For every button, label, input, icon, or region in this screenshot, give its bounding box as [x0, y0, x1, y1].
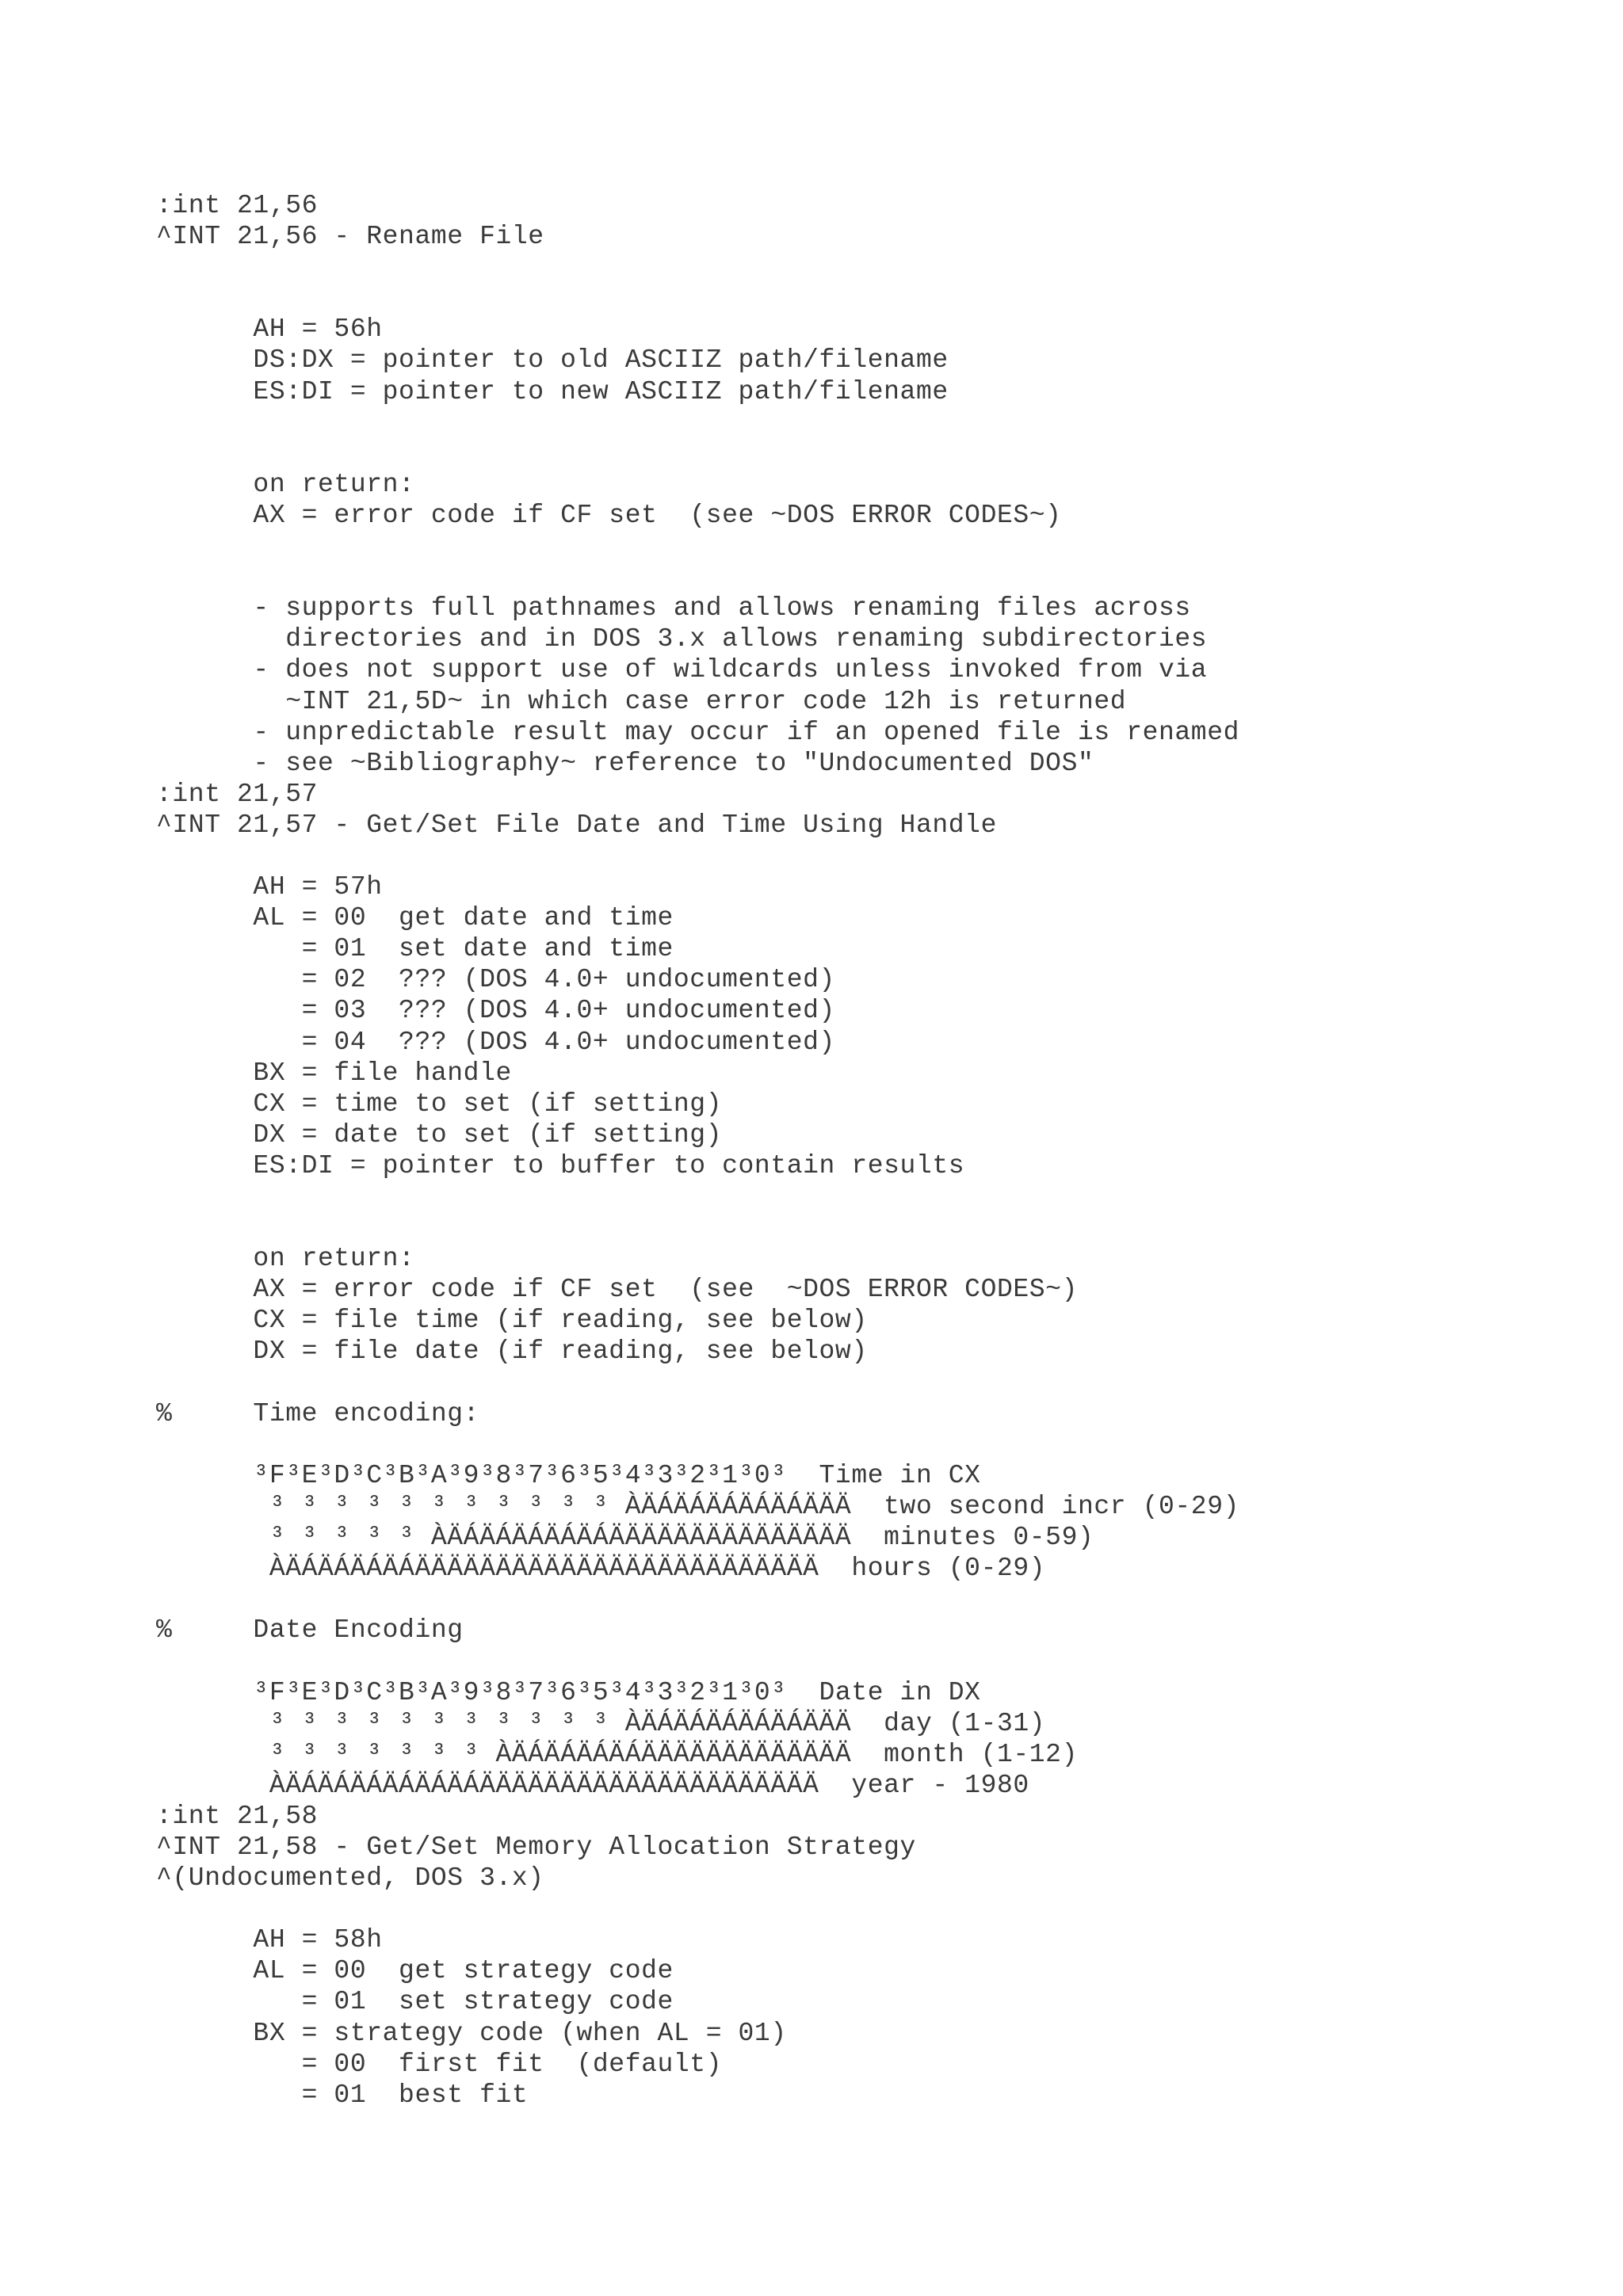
note-line: ~INT 21,5D~ in which case error code 12h is returned: [156, 686, 1127, 716]
return-line: CX = file time (if reading, see below): [156, 1306, 868, 1336]
register-line: AH = 57h: [156, 872, 383, 902]
blank-line: [156, 841, 1598, 871]
register-line: DS:DX = pointer to old ASCIIZ path/filename: [156, 345, 949, 376]
date-bit-diagram: ³ ³ ³ ³ ³ ³ ³ ÀÄÁÄÁÄÁÄÁÄÄÄÄÄÄÄÄÄÄÄÄÄ month (1-12): [156, 1739, 1078, 1769]
register-line: AH = 58h: [156, 1925, 383, 1955]
blank-line: [156, 283, 1598, 314]
heading-memory-allocation: ^INT 21,58 - Get/Set Memory Allocation Strategy: [156, 1832, 916, 1862]
note-line: - unpredictable result may occur if an opened file is renamed: [156, 717, 1240, 747]
time-encoding-heading: % Time encoding:: [156, 1398, 480, 1428]
time-bit-diagram: ÀÄÁÄÁÄÁÄÁÄÄÄÄÄÄÄÄÄÄÄÄÄÄÄÄÄÄÄÄÄÄÄÄÄ hours (0-29): [156, 1554, 1046, 1584]
document-body: [156, 190, 1598, 2111]
blank-line: [156, 252, 1598, 283]
return-line: DX = file date (if reading, see below): [156, 1337, 868, 1367]
blank-line: [156, 438, 1598, 469]
register-line: = 04 ??? (DOS 4.0+ undocumented): [156, 1027, 835, 1057]
time-bit-diagram: ³ ³ ³ ³ ³ ³ ³ ³ ³ ³ ³ ÀÄÁÄÁÄÁÄÁÄÁÄÄÄ two second incr (0-29): [156, 1491, 1240, 1521]
note-line: - does not support use of wildcards unless invoked from via: [156, 655, 1208, 685]
register-line: CX = time to set (if setting): [156, 1089, 723, 1119]
time-bit-diagram: ³F³E³D³C³B³A³9³8³7³6³5³4³3³2³1³0³ Time in CX: [156, 1460, 981, 1490]
blank-line: [156, 1212, 1598, 1243]
register-line: = 00 first fit (default): [156, 2049, 723, 2079]
blank-line: [156, 562, 1598, 593]
register-line: ES:DI = pointer to buffer to contain results: [156, 1150, 965, 1180]
return-label: on return:: [156, 469, 415, 499]
blank-line: [156, 1429, 1598, 1460]
register-line: = 01 set date and time: [156, 934, 674, 964]
date-encoding-heading: % Date Encoding: [156, 1615, 464, 1646]
time-bit-diagram: ³ ³ ³ ³ ³ ÀÄÁÄÁÄÁÄÁÄÁÄÄÄÄÄÄÄÄÄÄÄÄÄÄÄ minutes 0-59): [156, 1523, 1094, 1553]
heading-file-date-time: ^INT 21,57 - Get/Set File Date and Time Using Handle: [156, 810, 997, 840]
register-line: BX = strategy code (when AL = 01): [156, 2018, 787, 2048]
register-line: = 02 ??? (DOS 4.0+ undocumented): [156, 965, 835, 995]
blank-line: [156, 531, 1598, 562]
return-label: on return:: [156, 1244, 415, 1274]
note-line: directories and in DOS 3.x allows renaming subdirectories: [156, 624, 1208, 654]
blank-line: [156, 1584, 1598, 1615]
note-line: - see ~Bibliography~ reference to "Undocumented DOS": [156, 748, 1094, 778]
register-line: AH = 56h: [156, 315, 383, 345]
topic-marker-21-56: :int 21,56: [156, 191, 319, 220]
register-line: = 03 ??? (DOS 4.0+ undocumented): [156, 996, 835, 1026]
register-line: DX = date to set (if setting): [156, 1119, 723, 1150]
return-line: AX = error code if CF set (see ~DOS ERROR CODES~): [156, 500, 1062, 530]
date-bit-diagram: ³F³E³D³C³B³A³9³8³7³6³5³4³3³2³1³0³ Date in DX: [156, 1677, 981, 1707]
register-line: BX = file handle: [156, 1058, 512, 1088]
blank-line: [156, 1894, 1598, 1924]
topic-marker-21-57: :int 21,57: [156, 779, 319, 809]
date-bit-diagram: ³ ³ ³ ³ ³ ³ ³ ³ ³ ³ ³ ÀÄÁÄÁÄÁÄÁÄÁÄÄÄ day (1-31): [156, 1708, 1046, 1738]
register-line: AL = 00 get strategy code: [156, 1956, 674, 1986]
heading-rename-file: ^INT 21,56 - Rename File: [156, 222, 544, 252]
note-line: - supports full pathnames and allows renaming files across: [156, 593, 1191, 624]
blank-line: [156, 1646, 1598, 1676]
blank-line: [156, 407, 1598, 438]
topic-marker-21-58: :int 21,58: [156, 1801, 319, 1831]
blank-line: [156, 1181, 1598, 1212]
register-line: ES:DI = pointer to new ASCIIZ path/filename: [156, 376, 949, 406]
register-line: AL = 00 get date and time: [156, 903, 674, 933]
subheading-undocumented: ^(Undocumented, DOS 3.x): [156, 1863, 544, 1894]
register-line: = 01 set strategy code: [156, 1987, 674, 2017]
register-line: = 01 best fit: [156, 2080, 529, 2110]
blank-line: [156, 1367, 1598, 1398]
date-bit-diagram: ÀÄÁÄÁÄÁÄÁÄÁÄÁÄÄÄÄÄÄÄÄÄÄÄÄÄÄÄÄÄÄÄÄÄ year - 1980: [156, 1770, 1029, 1800]
return-line: AX = error code if CF set (see ~DOS ERROR CODES~): [156, 1275, 1078, 1305]
